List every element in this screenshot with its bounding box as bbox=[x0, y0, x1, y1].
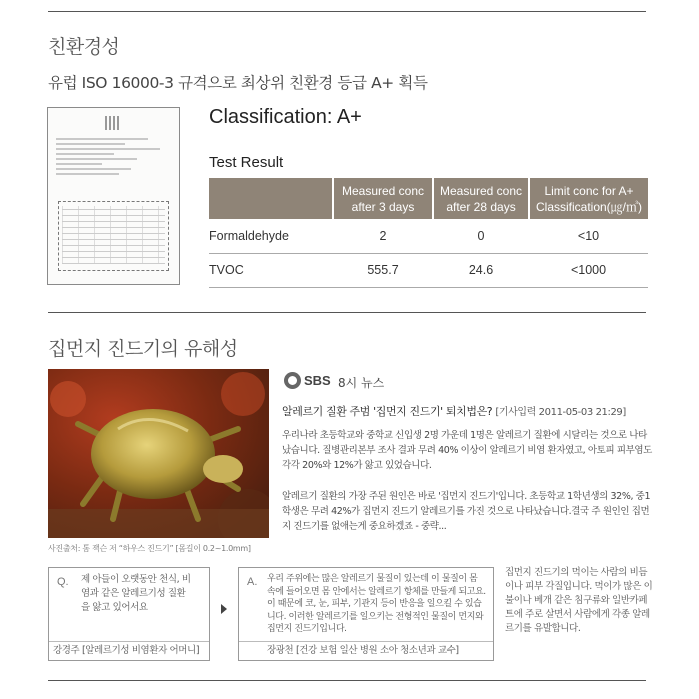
middle-divider bbox=[48, 312, 646, 313]
news-paragraph-2: 알레르기 질환의 가장 주된 원인은 바로 '집먼지 진드기'입니다. 초등학교 1학년생의 32%, 중1 학생은 무려 42%가 집먼지 진드기 알레르기를 가진 것으로 나타났습니다.결국 주 원인인 집먼지 진드기를 없애는게 중요하겠죠 - 중략... bbox=[282, 491, 651, 532]
dust-mite-photo bbox=[48, 369, 269, 538]
news-source: SBS bbox=[304, 373, 331, 388]
answer-text: 우리 주위에는 많은 알레르기 물질이 있는데 이 물질이 몸 속에 들어오면 몸 안에서는 알레르기 항체를 만들게 되고요. 이 때문에 코, 눈, 피부, 기관지 등이 반응을 일으킬 수 있습니다. 이러한 알레르기를 일으키는 전형적인 물질이 먼지와 집먼지 진드기입니다. bbox=[267, 574, 486, 634]
dust-mite-illustration bbox=[48, 369, 269, 538]
certificate-logo-icon bbox=[105, 116, 119, 130]
section-title-mite: 집먼지 진드기의 유해성 bbox=[48, 338, 238, 360]
table-cell: <10 bbox=[529, 219, 648, 253]
table-cell: 0 bbox=[433, 219, 529, 253]
table-header-row bbox=[209, 178, 648, 219]
news-paragraph-1: 우리나라 초등학교와 중학교 신입생 2명 가운데 1명은 알레르기 질환에 시달리는 것으로 나타났습니다. 질병관리본부 조사 결과 무려 40% 이상이 알레르기 비염 환자였고, 아토피 피부염도 각각 20%와 12%가 앓고 있었습니다. bbox=[282, 430, 652, 471]
table-row bbox=[209, 253, 648, 287]
answer-signature: 장광천 [건강 보험 일산 병원 소아 청소년과 교수] bbox=[267, 645, 459, 656]
question-box bbox=[48, 567, 210, 661]
mite-side-note: 집먼지 진드기의 먹이는 사람의 비듬이나 피부 각질입니다. 먹이가 많은 이불이나 베개 같은 침구류와 일반카페트에 주로 살면서 사람에게 각종 알레르기를 유발합니다. bbox=[505, 567, 653, 634]
question-signature: 강경주 [알레르기성 비염환자 어머니] bbox=[53, 645, 200, 656]
question-text: 제 아들이 오랫동안 천식, 비염과 같은 알레르기성 질환을 앓고 있어서요 bbox=[81, 574, 191, 613]
table-cell: 24.6 bbox=[433, 253, 529, 287]
table-header-limit: Limit conc for A+ Classification(㎍/㎥) bbox=[529, 178, 648, 219]
test-result-heading: Test Result bbox=[209, 154, 284, 171]
answer-box bbox=[238, 567, 494, 661]
certificate-table-graphic bbox=[62, 206, 165, 264]
answer-letter: A. bbox=[247, 576, 258, 588]
table-cell: TVOC bbox=[209, 253, 333, 287]
photo-caption: 사진출처: 톰 잭슨 저 “하우스 진드기” [몸길이 0.2~1.0mm] bbox=[48, 544, 251, 553]
table-header-3days: Measured conc after 3 days bbox=[333, 178, 433, 219]
news-timestamp: [기사입력 2011-05-03 21:29] bbox=[495, 407, 626, 418]
classification-heading: Classification: A+ bbox=[209, 106, 362, 128]
table-row bbox=[209, 219, 648, 253]
table-header-blank bbox=[209, 178, 333, 219]
news-program: 8시 뉴스 bbox=[338, 376, 385, 390]
sbs-logo-icon bbox=[284, 372, 301, 389]
table-cell: Formaldehyde bbox=[209, 219, 333, 253]
section-subtitle-eco: 유럽 ISO 16000-3 규격으로 최상위 친환경 등급 A+ 획득 bbox=[48, 74, 428, 92]
section-title-eco: 친환경성 bbox=[48, 36, 120, 58]
table-cell: <1000 bbox=[529, 253, 648, 287]
news-headline-text: 알레르기 질환 주범 '집먼지 진드기' 퇴치법은? bbox=[282, 405, 493, 418]
arrow-right-icon bbox=[221, 604, 227, 614]
table-header-28days: Measured conc after 28 days bbox=[433, 178, 529, 219]
top-divider bbox=[48, 11, 646, 12]
table-cell: 2 bbox=[333, 219, 433, 253]
table-cell: 555.7 bbox=[333, 253, 433, 287]
certificate-thumbnail bbox=[47, 107, 180, 285]
news-headline bbox=[282, 403, 626, 419]
question-letter: Q. bbox=[57, 576, 69, 588]
test-result-table bbox=[209, 178, 648, 288]
bottom-divider bbox=[48, 680, 646, 681]
